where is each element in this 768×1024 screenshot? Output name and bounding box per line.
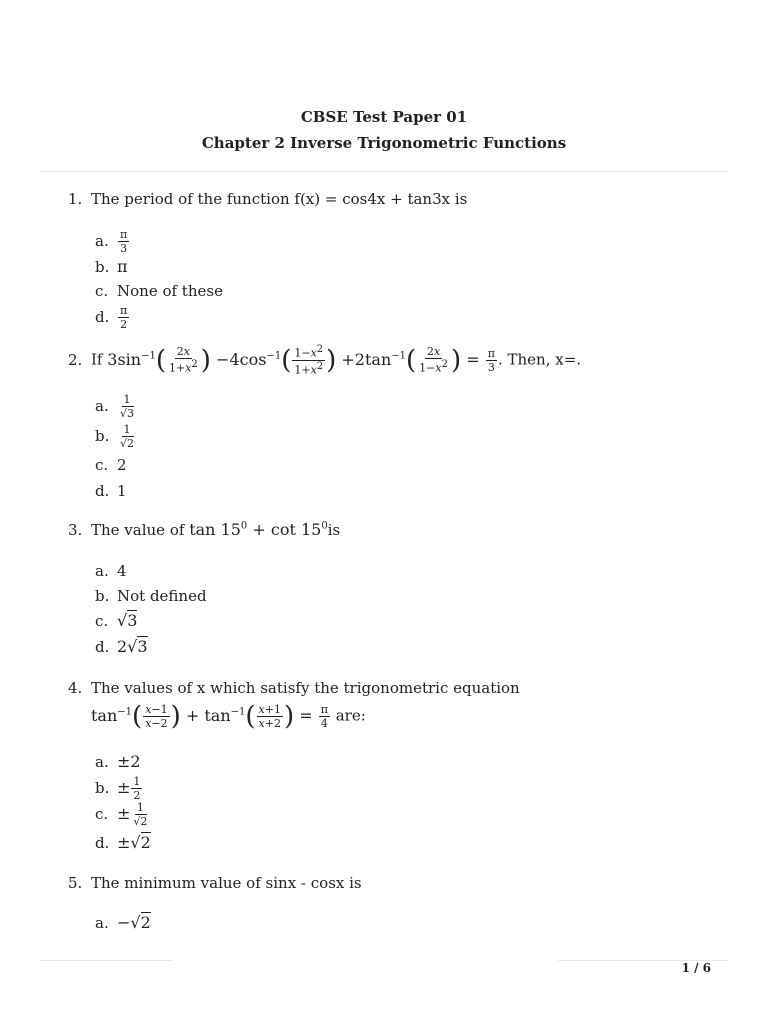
question-number: 3. [68,521,83,539]
question-equation: $3\sin^{-1}$( $\frac{2x}{1+x^2}$ ) $-4\cos^{-1}$( $\frac{1-x^2}{1+x^2}$ ) $+2\tan^{-1}$( $\frac{2x}{1-x^2}$ ) = $\frac{\pi}{3}$ [107,344,495,377]
math-2sqrt3: 2√3 [117,637,148,656]
question-text: The values of x which satisfy the trigonometric equation [91,679,520,697]
option-label: d. [95,307,110,326]
math-1-over-sqrt3: $\frac{1}{√3}$ [120,393,135,420]
question-5 [68,874,362,892]
option-label: a. [95,914,109,932]
option-1a [95,229,130,254]
option-4a [95,752,141,771]
option-label: c. [95,282,109,300]
option-math: π [117,257,128,276]
question-text: The value of [91,521,185,539]
question-4 [68,679,520,697]
question-number: 1. [68,190,83,208]
option-label: c. [95,456,109,474]
option-math: ±2 [117,752,141,771]
option-label: c. [95,612,109,630]
option-3a [95,562,127,580]
math-sqrt3: √3 [117,611,138,630]
option-label: a. [95,396,109,415]
question-2 [68,345,581,375]
math-pi-over-2: $\frac{\pi}{2}$ [120,304,128,331]
option-3c [95,611,137,630]
page-number: 1 / 6 [681,961,711,975]
page-subtitle: Chapter 2 Inverse Trigonometric Functions [201,134,567,152]
question-text: The period of the function f(x) = cos4x + tan3x is [91,190,468,208]
footer-divider-left [40,960,173,961]
math-pi-over-3: $\frac{\pi}{3}$ [120,228,128,255]
option-4d [95,833,151,852]
option-text: 4 [117,562,127,580]
question-suffix: . Then, x=. [497,350,582,369]
option-text: None of these [117,282,223,300]
option-label: d. [95,834,110,852]
header-divider [40,171,728,172]
option-2c [95,456,127,474]
option-label: c. [95,805,109,823]
math-1-over-sqrt2: $\frac{1}{√2}$ [120,423,135,450]
option-4b [95,776,143,801]
option-5a [95,913,151,932]
option-label: b. [95,779,110,797]
math-pm-sqrt2: ±√2 [117,833,151,852]
option-2a [95,394,137,419]
option-1b [95,257,128,276]
math-pm-half: ± $\frac{1}{2}$ [117,775,141,802]
option-2d [95,482,127,500]
question-equation: $\tan 15^0 + \cot 15^0$ [189,520,328,539]
question-number: 4. [68,679,83,697]
option-label: a. [95,753,109,771]
option-4c [95,802,150,827]
option-3d [95,637,148,656]
option-label: d. [95,638,110,656]
option-1c [95,282,223,300]
question-equation: $\tan^{-1}$( $\frac{x-1}{x-2}$ ) + $\tan^{-1}$( $\frac{x+1}{x+2}$ ) = $\frac{\pi}{4}$ [91,701,328,731]
math-pm-1-over-sqrt2: ± $\frac{1}{√2}$ [117,801,148,828]
option-2b [95,424,137,449]
option-label: b. [95,258,110,276]
question-number: 5. [68,874,83,892]
question-text: The minimum value of sinx - cosx is [91,874,362,892]
option-text: Not defined [117,587,207,605]
question-suffix: is [327,521,341,539]
question-number: 2. [68,350,83,369]
option-label: d. [95,482,110,500]
option-label: b. [95,426,110,445]
question-3 [68,520,340,539]
option-text: 1 [117,482,127,500]
math-minus-sqrt2: −√2 [117,913,151,932]
question-4-equation-line [91,703,366,729]
option-1d [95,305,130,330]
question-1 [68,190,467,208]
option-text: 2 [117,456,127,474]
option-3b [95,587,207,605]
question-suffix: are: [335,706,366,725]
question-text: If [91,350,103,369]
option-label: a. [95,562,109,580]
page-title: CBSE Test Paper 01 [300,108,468,126]
option-label: b. [95,587,110,605]
option-label: a. [95,231,109,250]
